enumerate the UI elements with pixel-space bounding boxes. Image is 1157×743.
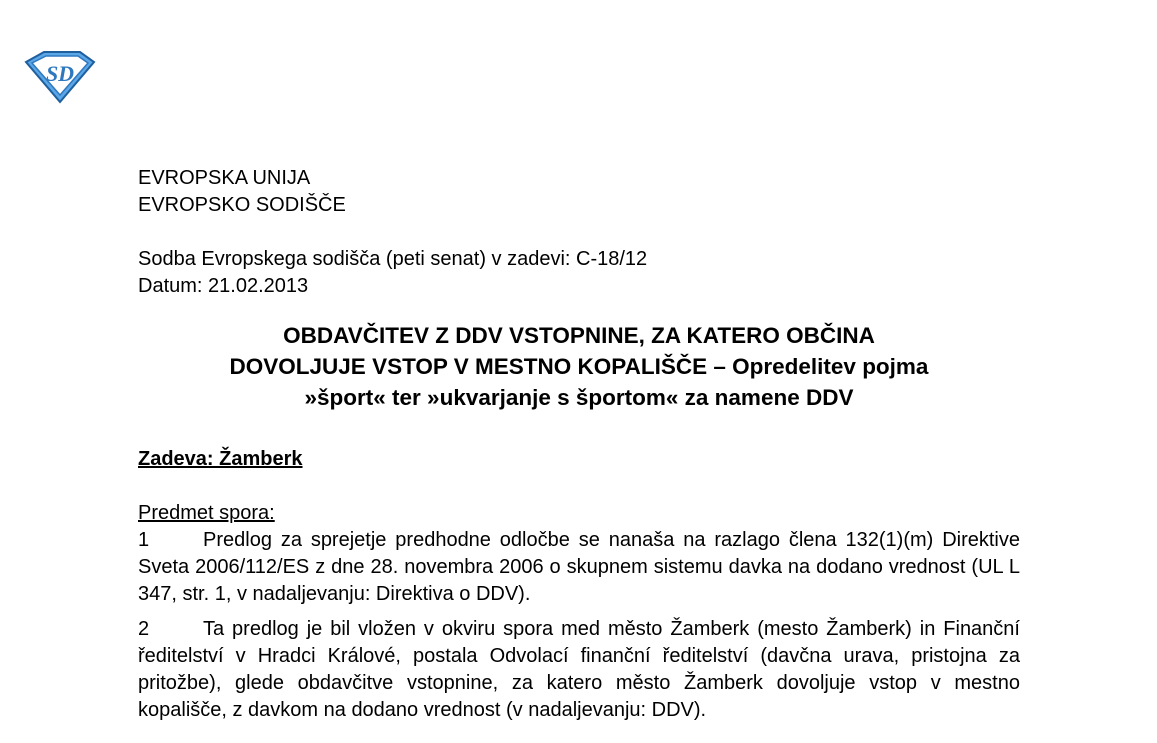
title-line-1: OBDAVČITEV Z DDV VSTOPNINE, ZA KATERO OBČINA — [283, 323, 875, 348]
paragraph-text: Predlog za sprejetje predhodne odločbe se nanaša na razlago člena 132(1)(m) Direktive Sveta 2006/112/ES z dne 28. novembra 2006 o skupnem sistemu davka na dodano vrednost (UL L 347, str. 1, v nadaljevanju: Direktiva o DDV). — [138, 529, 1020, 605]
subject-heading: Predmet spora: — [138, 502, 275, 524]
sd-logo-icon — [22, 48, 96, 104]
case-name: Zadeva: Žamberk — [138, 448, 303, 470]
paragraph-2 — [138, 616, 1020, 724]
judgment-reference: Sodba Evropskega sodišča (peti senat) v zadevi: C-18/12 — [138, 248, 648, 270]
header-line-2: EVROPSKO SODIŠČE — [138, 194, 346, 216]
document-title — [138, 320, 1020, 413]
paragraph-1 — [138, 527, 1020, 608]
logo-letters: SD — [45, 61, 75, 86]
header-line-1: EVROPSKA UNIJA — [138, 167, 311, 189]
judgment-date: Datum: 21.02.2013 — [138, 275, 309, 297]
paragraph-number: 1 — [138, 529, 150, 551]
paragraph-number: 2 — [138, 618, 150, 640]
title-line-3: »šport« ter »ukvarjanje s športom« za namene DDV — [304, 385, 854, 410]
title-line-2: DOVOLJUJE VSTOP V MESTNO KOPALIŠČE – Opredelitev pojma — [229, 354, 929, 379]
document-page — [138, 165, 1020, 724]
paragraph-text: Ta predlog je bil vložen v okviru spora med město Žamberk (mesto Žamberk) in Finanční ředitelství v Hradci Králové, postala Odvolací finanční ředitelství (davčna urava, pristojna za pritožbe), glede obdavčitve vstopnine, za katero město Žamberk dovoljuje vstop v mestno kopališče, z davkom na dodano vrednost (v nadaljevanju: DDV). — [138, 618, 1020, 721]
